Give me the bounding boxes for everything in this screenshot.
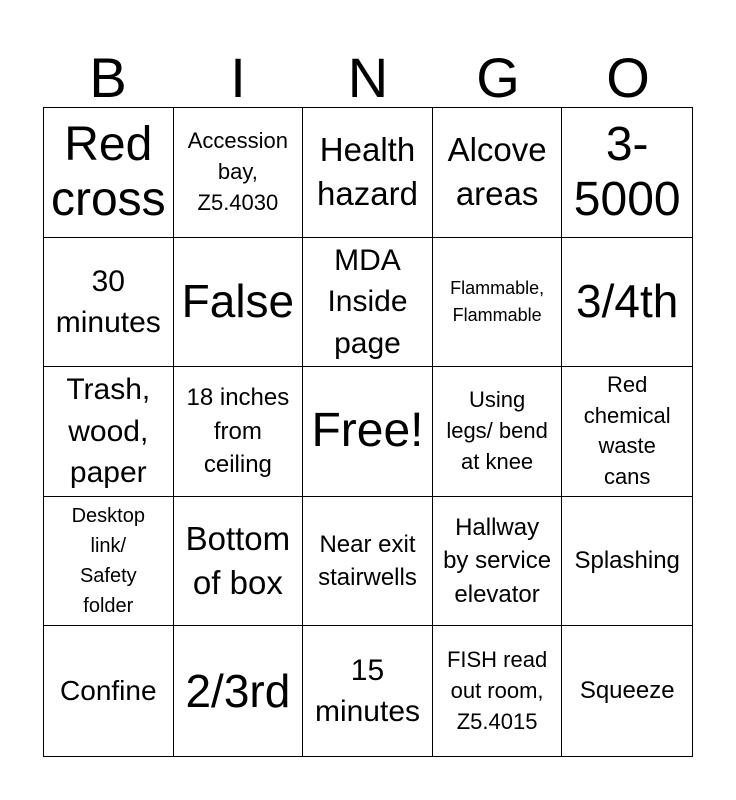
cell-line: minutes: [314, 695, 421, 729]
cell-line: Z5.4030: [197, 189, 279, 215]
cell-line: 18 inches: [186, 384, 290, 412]
cell-line: Red: [607, 371, 648, 397]
bingo-board: [43, 107, 693, 757]
bingo-cell-r4c3[interactable]: [303, 497, 433, 627]
cell-line: areas: [455, 175, 539, 213]
cell-line: Confine: [60, 674, 157, 706]
cell-line: Desktop: [71, 505, 145, 528]
bingo-cell-r1c2[interactable]: [174, 108, 304, 238]
bingo-cell-r1c4[interactable]: [433, 108, 563, 238]
bingo-cell-r5c2[interactable]: [174, 626, 304, 756]
header-letter-g: G: [476, 46, 520, 109]
cell-line: stairwells: [318, 564, 417, 592]
cell-line: out room,: [450, 677, 544, 703]
cell-line: 3/4th: [576, 275, 679, 328]
cell-line: chemical: [583, 402, 671, 428]
cell-line: at knee: [461, 448, 534, 474]
bingo-cell-free[interactable]: [303, 367, 433, 497]
cell-line: of box: [192, 564, 283, 602]
bingo-cell-r2c1[interactable]: [44, 238, 174, 368]
cell-line: 2/3rd: [185, 664, 291, 717]
cell-line: FISH read: [446, 647, 548, 672]
bingo-cell-r2c5[interactable]: [562, 238, 692, 368]
cell-line: 15: [350, 653, 385, 687]
bingo-cell-r4c5[interactable]: [562, 497, 692, 627]
bingo-cell-r4c1[interactable]: [44, 497, 174, 627]
cell-line: Inside: [327, 285, 408, 319]
cell-line: link/: [90, 535, 127, 558]
cell-line: paper: [69, 456, 147, 490]
bingo-cell-r3c4[interactable]: [433, 367, 563, 497]
bingo-cell-r5c1[interactable]: [44, 626, 174, 756]
cell-line: False: [181, 275, 295, 328]
cell-line: Accession: [187, 128, 289, 154]
cell-line: Z5.4015: [456, 708, 538, 734]
bingo-cell-r5c4[interactable]: [433, 626, 563, 756]
cell-line: cans: [603, 464, 651, 490]
bingo-cell-r3c2[interactable]: [174, 367, 304, 497]
bingo-cell-r2c2[interactable]: [174, 238, 304, 368]
cell-line: 30: [91, 264, 125, 298]
bingo-cell-r4c2[interactable]: [174, 497, 304, 627]
cell-line: hazard: [317, 175, 418, 213]
cell-line: Using: [468, 387, 526, 413]
header-letter-i: I: [230, 46, 246, 109]
bingo-cell-r3c5[interactable]: [562, 367, 692, 497]
cell-line: by service: [443, 547, 552, 575]
cell-line: from: [213, 417, 262, 445]
cell-line: minutes: [55, 305, 161, 339]
bingo-cell-r2c3[interactable]: [303, 238, 433, 368]
cell-line: bay,: [217, 158, 258, 184]
bingo-cell-r1c1[interactable]: [44, 108, 174, 238]
cell-line: Trash,: [66, 373, 151, 407]
cell-line: Bottom: [185, 519, 291, 557]
cell-line: Red: [64, 118, 153, 172]
cell-line: Splashing: [574, 547, 680, 575]
bingo-cell-r4c4[interactable]: [433, 497, 563, 627]
bingo-cell-r1c5[interactable]: [562, 108, 692, 238]
cell-line: Alcove: [447, 130, 547, 168]
cell-line: 3-: [605, 118, 649, 172]
bingo-header: [43, 42, 693, 108]
header-letter-o: O: [606, 46, 650, 109]
cell-line: ceiling: [203, 451, 272, 479]
cell-line: folder: [83, 595, 134, 618]
cell-line: waste: [598, 433, 656, 459]
cell-line: Health: [319, 130, 416, 168]
bingo-cell-r5c5[interactable]: [562, 626, 692, 756]
free-space-label: Free!: [311, 404, 424, 458]
cell-line: cross: [50, 173, 166, 227]
cell-line: elevator: [454, 580, 540, 608]
bingo-cell-r1c3[interactable]: [303, 108, 433, 238]
cell-line: Safety: [79, 565, 137, 588]
cell-line: legs/ bend: [446, 418, 548, 444]
cell-line: Near exit: [319, 530, 416, 558]
bingo-cell-r5c3[interactable]: [303, 626, 433, 756]
header-letter-n: N: [347, 46, 389, 109]
cell-line: Hallway: [455, 513, 540, 541]
cell-line: Flammable,: [450, 277, 545, 298]
bingo-cell-r2c4[interactable]: [433, 238, 563, 368]
cell-line: page: [334, 326, 401, 360]
cell-line: MDA: [334, 243, 401, 277]
cell-line: Flammable: [452, 304, 542, 325]
cell-line: Squeeze: [579, 677, 675, 705]
cell-line: 5000: [573, 173, 681, 227]
bingo-cell-r3c1[interactable]: [44, 367, 174, 497]
header-letter-b: B: [89, 46, 127, 109]
cell-line: wood,: [68, 414, 149, 448]
